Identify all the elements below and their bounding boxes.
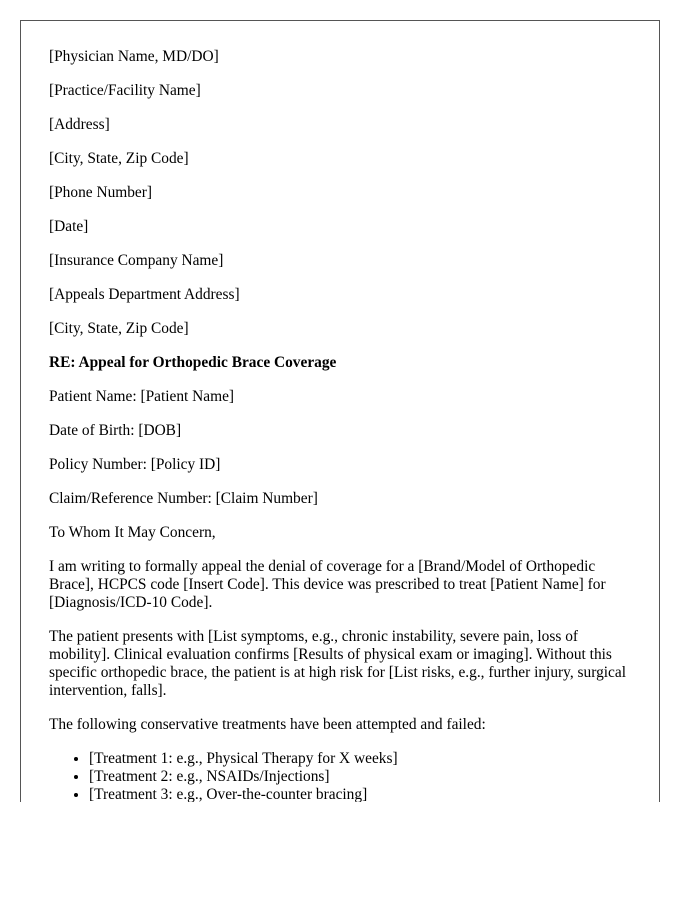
patient-dob: Date of Birth: [DOB]	[49, 422, 182, 439]
letter-date: [Date]	[49, 218, 89, 235]
subject-line: RE: Appeal for Orthopedic Brace Coverage	[49, 354, 337, 371]
patient-name: Patient Name: [Patient Name]	[49, 388, 235, 405]
physician-name: [Physician Name, MD/DO]	[49, 48, 219, 65]
body-paragraph-1: I am writing to formally appeal the denial of coverage for a [Brand/Model of Orthopedic Brace], HCPCS code [Insert Code]. This device was prescribed to treat [Patient Name] for [Diagnosis/ICD-10 Code].	[49, 558, 606, 611]
sender-address: [Address]	[49, 116, 110, 133]
appeals-department-address: [Appeals Department Address]	[49, 286, 240, 303]
treatments-list	[49, 750, 639, 802]
treatment-item: • [Treatment 1: e.g., Physical Therapy for X weeks]	[89, 750, 639, 768]
claim-number: Claim/Reference Number: [Claim Number]	[49, 490, 318, 507]
salutation: To Whom It May Concern,	[49, 524, 216, 541]
treatment-item: • [Treatment 3: e.g., Over-the-counter bracing]	[89, 786, 639, 802]
sender-phone: [Phone Number]	[49, 184, 153, 201]
policy-number: Policy Number: [Policy ID]	[49, 456, 221, 473]
letter-content	[49, 48, 639, 802]
recipient-city-state-zip: [City, State, Zip Code]	[49, 320, 189, 337]
body-paragraph-2: The patient presents with [List symptoms, e.g., chronic instability, severe pain, loss of mobility]. Clinical evaluation confirms [Results of physical exam or imaging]. Without this specific orthopedic brace, the patient is at high risk for [List risks, e.g., further injury, surgical intervention, falls].	[49, 628, 626, 699]
treatments-intro: The following conservative treatments have been attempted and failed:	[49, 716, 486, 733]
insurance-company-name: [Insurance Company Name]	[49, 252, 224, 269]
sender-city-state-zip: [City, State, Zip Code]	[49, 150, 189, 167]
treatment-item: • [Treatment 2: e.g., NSAIDs/Injections]	[89, 768, 639, 786]
letter-page	[20, 20, 660, 802]
practice-name: [Practice/Facility Name]	[49, 82, 201, 99]
